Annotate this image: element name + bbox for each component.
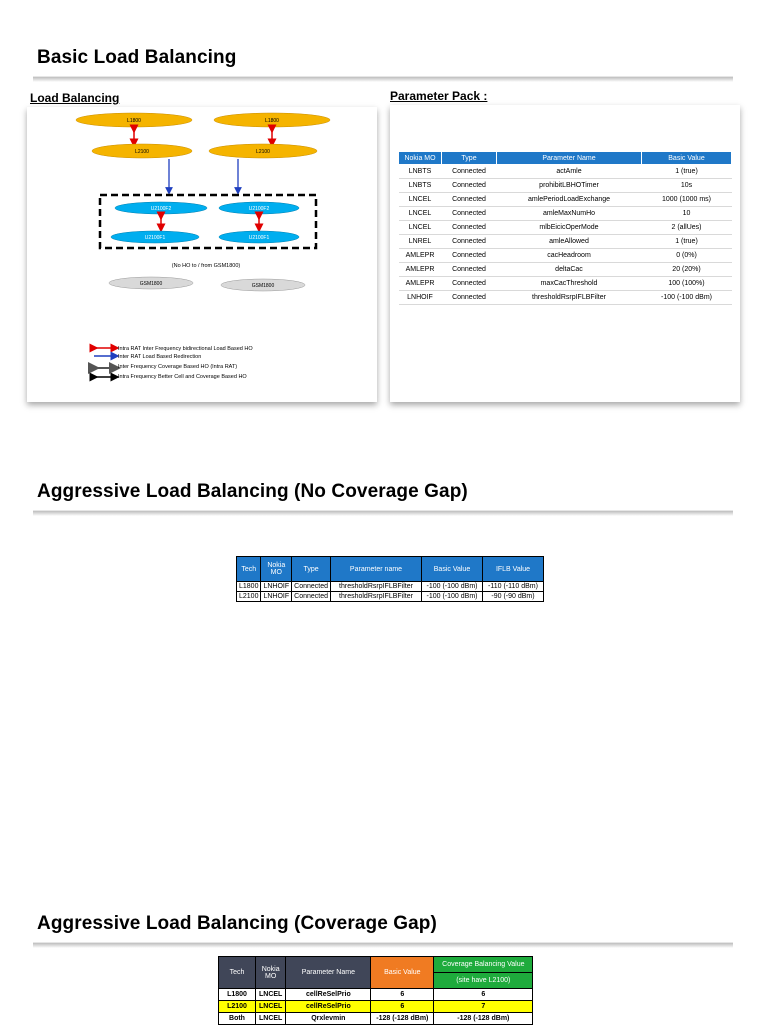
legend-item-1: Intra RAT Inter Frequency bidirectional Load Based HO bbox=[118, 346, 253, 352]
table-cell: 1 (true) bbox=[642, 235, 732, 249]
legend-item-4: Intra Frequency Better Cell and Coverage Based HO bbox=[118, 374, 247, 380]
table-cell: LNCEL bbox=[399, 207, 442, 221]
table-cell: prohibitLBHOTimer bbox=[497, 179, 642, 193]
table-cell: 7 bbox=[434, 1001, 533, 1013]
no-ho-note: (No HO to / from GSM1800) bbox=[171, 263, 241, 269]
table-header-row bbox=[219, 957, 533, 973]
table-cell: L2100 bbox=[237, 592, 261, 602]
table-row bbox=[399, 193, 732, 207]
table-cell: 6 bbox=[371, 989, 434, 1001]
table-cell: Both bbox=[219, 1013, 256, 1025]
table-row bbox=[399, 235, 732, 249]
title-divider bbox=[33, 510, 733, 516]
header-cell: Coverage Balancing Value bbox=[434, 957, 533, 973]
coverage-gap-table bbox=[218, 956, 533, 1025]
table-cell: 1 (true) bbox=[642, 165, 732, 179]
table-cell: Connected bbox=[442, 263, 497, 277]
table-cell: maxCacThreshold bbox=[497, 277, 642, 291]
table-cell: 10 bbox=[642, 207, 732, 221]
table-row bbox=[399, 291, 732, 305]
gsm-right-label: GSM1800 bbox=[251, 283, 275, 289]
table-cell: thresholdRsrpIFLBFilter bbox=[331, 592, 422, 602]
header-cell: Parameter name bbox=[331, 557, 422, 582]
table-cell: AMLEPR bbox=[399, 249, 442, 263]
table-cell: -110 (-110 dBm) bbox=[483, 582, 544, 592]
header-cell: Basic Value bbox=[642, 152, 732, 165]
l2100-left-label: L2100 bbox=[135, 149, 149, 155]
l2100-right-label: L2100 bbox=[256, 149, 270, 155]
header-cell: Type bbox=[292, 557, 331, 582]
title-divider bbox=[33, 942, 733, 948]
table-row bbox=[219, 1013, 533, 1025]
table-cell: amleAllowed bbox=[497, 235, 642, 249]
table-cell: Connected bbox=[442, 193, 497, 207]
table-cell: L2100 bbox=[219, 1001, 256, 1013]
section-title-aggressive-no-gap: Aggressive Load Balancing (No Coverage Gap) bbox=[37, 481, 468, 502]
table-cell: LNHOIF bbox=[261, 582, 292, 592]
table-cell: deltaCac bbox=[497, 263, 642, 277]
diagram-panel bbox=[27, 107, 377, 402]
table-cell: LNCEL bbox=[256, 1013, 286, 1025]
header-cell: IFLB Value bbox=[483, 557, 544, 582]
header-cell: Type bbox=[442, 152, 497, 165]
table-cell: -100 (-100 dBm) bbox=[642, 291, 732, 305]
table-cell: amlePeriodLoadExchange bbox=[497, 193, 642, 207]
section-title-basic: Basic Load Balancing bbox=[37, 47, 237, 68]
parameter-pack-table bbox=[398, 151, 732, 305]
table-cell: Connected bbox=[442, 165, 497, 179]
table-cell: -128 (-128 dBm) bbox=[434, 1013, 533, 1025]
table-cell: -100 (-100 dBm) bbox=[422, 592, 483, 602]
table-cell: Connected bbox=[442, 249, 497, 263]
table-row bbox=[237, 582, 544, 592]
table-cell: -128 (-128 dBm) bbox=[371, 1013, 434, 1025]
table-cell: 1000 (1000 ms) bbox=[642, 193, 732, 207]
table-cell: -100 (-100 dBm) bbox=[422, 582, 483, 592]
table-row bbox=[399, 249, 732, 263]
l1800-left-label: L1800 bbox=[127, 118, 141, 124]
u2100f2-left-label: U2100F2 bbox=[150, 206, 172, 212]
table-cell: AMLEPR bbox=[399, 263, 442, 277]
header-cell: (site have L2100) bbox=[434, 973, 533, 989]
table-cell: thresholdRsrpIFLBFilter bbox=[331, 582, 422, 592]
table-row bbox=[399, 221, 732, 235]
table-cell: AMLEPR bbox=[399, 277, 442, 291]
header-cell: Basic Value bbox=[371, 957, 434, 989]
table-cell: 0 (0%) bbox=[642, 249, 732, 263]
table-cell: LNREL bbox=[399, 235, 442, 249]
table-cell: Connected bbox=[442, 179, 497, 193]
table-cell: cellReSelPrio bbox=[286, 1001, 371, 1013]
table-cell: Connected bbox=[442, 221, 497, 235]
header-cell: Parameter Name bbox=[286, 957, 371, 989]
table-cell: LNHOIF bbox=[399, 291, 442, 305]
table-cell: -90 (-90 dBm) bbox=[483, 592, 544, 602]
table-header-row bbox=[399, 152, 732, 165]
section-title-aggressive-gap: Aggressive Load Balancing (Coverage Gap) bbox=[37, 913, 437, 934]
header-cell: Tech bbox=[237, 557, 261, 582]
table-row bbox=[399, 207, 732, 221]
table-cell: L1800 bbox=[219, 989, 256, 1001]
table-cell: Qrxlevmin bbox=[286, 1013, 371, 1025]
table-cell: LNCEL bbox=[399, 221, 442, 235]
table-cell: Connected bbox=[442, 207, 497, 221]
legend-item-3: Inter Frequency Coverage Based HO (Intra RAT) bbox=[118, 364, 238, 370]
table-cell: cellReSelPrio bbox=[286, 989, 371, 1001]
table-cell: cacHeadroom bbox=[497, 249, 642, 263]
table-cell: mlbEicicOperMode bbox=[497, 221, 642, 235]
table-cell: amleMaxNumHo bbox=[497, 207, 642, 221]
u2100f1-left-label: U2100F1 bbox=[144, 235, 166, 241]
table-row bbox=[237, 592, 544, 602]
table-cell: 6 bbox=[434, 989, 533, 1001]
table-row bbox=[219, 989, 533, 1001]
parameter-pack-label: Parameter Pack : bbox=[390, 89, 488, 103]
header-cell: Nokia MO bbox=[261, 557, 292, 582]
table-cell: Connected bbox=[442, 277, 497, 291]
header-cell: Nokia MO bbox=[399, 152, 442, 165]
header-cell: Parameter Name bbox=[497, 152, 642, 165]
table-header-row bbox=[237, 557, 544, 582]
table-row bbox=[219, 1001, 533, 1013]
table-cell: Connected bbox=[292, 582, 331, 592]
legend-item-2: Inter RAT Load Based Redirection bbox=[118, 354, 202, 360]
table-cell: actAmle bbox=[497, 165, 642, 179]
table-cell: LNHOIF bbox=[261, 592, 292, 602]
l1800-right-label: L1800 bbox=[265, 118, 279, 124]
table-cell: 6 bbox=[371, 1001, 434, 1013]
table-cell: Connected bbox=[442, 235, 497, 249]
title-divider bbox=[33, 76, 733, 82]
table-row bbox=[399, 165, 732, 179]
no-gap-table bbox=[236, 556, 544, 602]
table-cell: 10s bbox=[642, 179, 732, 193]
table-row bbox=[399, 263, 732, 277]
table-cell: LNCEL bbox=[256, 1001, 286, 1013]
header-cell: Tech bbox=[219, 957, 256, 989]
table-cell: Connected bbox=[442, 291, 497, 305]
header-cell: Basic Value bbox=[422, 557, 483, 582]
load-balancing-diagram bbox=[27, 107, 377, 402]
table-cell: LNBTS bbox=[399, 179, 442, 193]
table-row bbox=[399, 277, 732, 291]
table-cell: 20 (20%) bbox=[642, 263, 732, 277]
gsm-left-label: GSM1800 bbox=[139, 281, 163, 287]
table-cell: LNCEL bbox=[399, 193, 442, 207]
table-cell: Connected bbox=[292, 592, 331, 602]
u2100f2-right-label: U2100F2 bbox=[248, 206, 270, 212]
table-cell: LNBTS bbox=[399, 165, 442, 179]
header-cell: Nokia MO bbox=[256, 957, 286, 989]
table-row bbox=[399, 179, 732, 193]
table-cell: thresholdRsrpIFLBFilter bbox=[497, 291, 642, 305]
table-cell: 2 (allUes) bbox=[642, 221, 732, 235]
table-cell: 100 (100%) bbox=[642, 277, 732, 291]
table-cell: L1800 bbox=[237, 582, 261, 592]
u2100f1-right-label: U2100F1 bbox=[248, 235, 270, 241]
table-cell: LNCEL bbox=[256, 989, 286, 1001]
load-balancing-label: Load Balancing bbox=[30, 91, 120, 105]
